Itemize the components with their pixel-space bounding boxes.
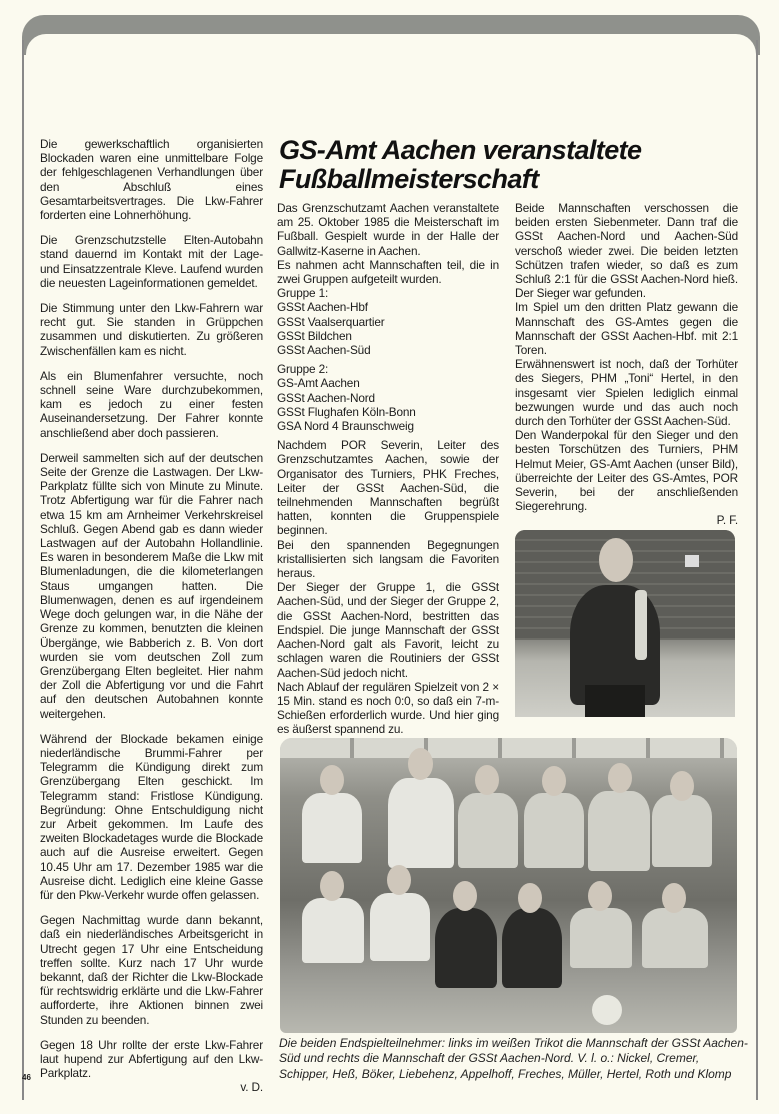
article-title (279, 136, 749, 194)
player-head (320, 765, 344, 795)
player-head (662, 883, 686, 913)
signature-row (515, 513, 738, 527)
paragraph: Während der Blockade bekamen einige niederländische Brummi-Fahrer per Telegramm die Kündigung direkt zum Grenzübergang Elten geschickt. Im Telegramm stand: Fristlose Kündigung. Begründung: Ohne Entschuldigung nicht zur Arbeit gekommen. Im Laufe des zweiten Blockadetages wurde die Blockade auch auf die Ausreise erweitert. Gegen 10.45 Uhr am 17. Dezember 1985 war die Ausreise dicht. Lediglich eine kleine Gasse für den Pkw-Verkehr wurde offen gelassen. (40, 731, 263, 902)
paragraph: Im Spiel um den dritten Platz gewann die Mannschaft des GS-Amtes gegen die Mannschaft der GSSt Aachen-Hbf. mit 2:1 Toren. (515, 300, 738, 358)
player-head (408, 748, 433, 780)
player-head (542, 766, 566, 796)
team: GSSt Bildchen (277, 328, 352, 343)
middle-column (277, 201, 499, 737)
title-line: Fußballmeisterschaft (279, 164, 539, 194)
group-1-list (277, 286, 499, 357)
player-shirt (524, 793, 584, 868)
team: GSSt Vaalserquartier (277, 314, 385, 329)
paragraph: Gegen Nachmittag wurde dann bekannt, daß ein niederländisches Arbeitsgericht in Utrecht gegen 17 Uhr eine Entscheidung treffen sollte. Kurz nach 17 Uhr wurde bekannt, daß der Richter die Lkw-Blockade für rechtswidrig erklärte und die Lkw-Fahrer aufforderte, ihre Aktionen binnen zwei Stunden zu beenden. (40, 913, 263, 1027)
right-column (515, 201, 738, 528)
trophy-winner-photo (515, 530, 735, 717)
team: GSSt Aachen-Süd (277, 343, 371, 358)
signature-row (40, 1080, 263, 1094)
paragraph: Erwähnenswert ist noch, daß der Torhüter des Siegers, PHM „Toni“ Hertel, in den insgesamt vier Spielen lediglich einmal bezwungen wurde und das auch noch durch den Torhüter der GSSt Aachen-Süd. (515, 357, 738, 429)
paragraph: Den Wanderpokal für den Sieger und den besten Torschützen des Turniers, PHM Helmut Meier, GS-Amt Aachen (unser Bild), überreichte der Leiter des GS-Amtes, POR Severin, bei der anschließenden Siegerehrung. (515, 428, 738, 514)
page-number: 46 (22, 1073, 31, 1082)
player-head (320, 871, 344, 901)
author-signature: v. D. (240, 1080, 263, 1095)
paragraph: Die Grenzschutzstelle Elten-Autobahn stand dauernd im Kontakt mit der Lage- und Einsatzzentrale Kleve. Laufend wurden die neuesten Lageinformationen gemeldet. (40, 233, 263, 290)
frame-right-border (756, 40, 758, 1100)
player-figure (435, 908, 497, 988)
player-head (518, 883, 542, 913)
paragraph: Der Sieger der Gruppe 1, die GSSt Aachen-Süd, und der Sieger der Gruppe 2, die GSSt Aachen-Nord, bestritten das Endspiel. Die junge Mannschaft der GSSt Aachen-Nord galt als Favorit, leicht zu schlagen waren die Routiniers der GSSt Aachen-Süd jedoch nicht. (277, 580, 499, 680)
team: GSSt Aachen-Hbf (277, 300, 368, 315)
paragraph: Gegen 18 Uhr rollte der erste Lkw-Fahrer laut hupend zur Abfertigung auf den Lkw-Parkplatz. (40, 1037, 263, 1081)
player-shirt (302, 898, 364, 963)
paragraph: Die gewerkschaftlich organisierten Blockaden waren eine unmittelbare Folge der fehlgeschlagenen Verhandlungen über den Abschluß eines Gesamtarbeitsvertrages. Die Lkw-Fahrer forderten eine Lohnerhöhung. (40, 137, 263, 223)
player-shirt (302, 793, 362, 863)
hall-windows (280, 738, 737, 758)
player-head (387, 865, 411, 895)
paragraph: Nachdem POR Severin, Leiter des Grenzschutzamtes Aachen, sowie der Organisator des Turniers, PHK Freches, Leiter der GSSt Aachen-Süd, die teilnehmenden Mannschaften begrüßt hatten, konnten die Gruppenspiele beginnen. (277, 438, 499, 538)
group-2-list (277, 362, 499, 433)
player-shirt (370, 893, 430, 961)
player-head (670, 771, 694, 801)
player-shirt (642, 908, 708, 968)
paragraph: Es nahmen acht Mannschaften teil, die in zwei Gruppen aufgeteilt wurden. (277, 257, 499, 287)
paragraph: Bei den spannenden Begegnungen kristallisierten sich langsam die Favoriten heraus. (277, 537, 499, 581)
player-head (475, 765, 499, 795)
title-line: GS-Amt Aachen veranstaltete (279, 135, 642, 165)
paragraph: Derweil sammelten sich auf der deutschen Seite der Grenze die Lastwagen. Der Lkw-Parkplatz füllte sich von Minute zu Minute. Trotz Abfertigung war für die Fahrer nach etwa 15 km am Arnheimer Verkehrskreisel Schluß. Gegen Abend gab es dann wieder Lastwagen auf der Autobahn Hollandlinie. Es waren in besonderem Maße die Lkw mit Blumenladungen, die die kilometerlangen Staus umgangen hatten. Die Blumenwagen, denen es auf irgendeinem Wege doch gelungen war, in die Nähe der Grenze zu kommen, benutzten die kleinen Übergänge, wie Babberich z. B. Von dort wurden sie vom deutschen Zoll zum Grenzübergang Elten begleitet. Hier nahm der Zoll die Abfertigung vor und die Fahrt auf den deutschen Autobahnen konnte weitergehen. (40, 450, 263, 721)
player-shorts (585, 685, 645, 717)
player-shirt (652, 795, 712, 867)
player-shirt (458, 793, 518, 868)
team: GS-Amt Aachen (277, 376, 360, 391)
player-head (599, 538, 633, 582)
group-label: Gruppe 1: (277, 286, 329, 301)
trophy (635, 590, 647, 660)
author-signature: P. F. (716, 513, 738, 528)
left-column (40, 137, 263, 1095)
team: GSSt Flughafen Köln-Bonn (277, 404, 416, 419)
player-head (588, 881, 612, 911)
team-photo (280, 738, 737, 1033)
paragraph: Nach Ablauf der regulären Spielzeit von 2 × 15 Min. stand es noch 0:0, so daß ein 7-m-Schießen erforderlich wurde. Und hier ging es äußerst spannend zu. (277, 679, 499, 737)
wall-sign (685, 555, 699, 567)
player-shirt (570, 908, 632, 968)
team: GSSt Aachen-Nord (277, 390, 375, 405)
paragraph: Die Stimmung unter den Lkw-Fahrern war recht gut. Sie standen in Grüppchen zusammen und diskutierten. Zu größeren Zwischenfällen kam es nicht. (40, 301, 263, 358)
player-shirt (388, 778, 454, 868)
player-head (608, 763, 632, 793)
team: GSA Nord 4 Braunschweig (277, 419, 414, 434)
player-figure (502, 908, 562, 988)
frame-left-border (22, 40, 24, 1100)
paragraph: Das Grenzschutzamt Aachen veranstaltete am 25. Oktober 1985 die Meisterschaft im Fußball. Gespielt wurde in der Halle der Gallwitz-Kaserne in Aachen. (277, 201, 499, 258)
photo-caption: Die beiden Endspielteilnehmer: links im weißen Trikot die Mannschaft der GSSt Aachen-Süd und rechts die Mannschaft der GSSt Aachen-Nord. V. l. o.: Nickel, Cremer, Schipper, Heß, Böker, Liebehenz, Appelhoff, Freches, Müller, Hertel, Roth und Klomp (279, 1036, 748, 1081)
paragraph: Als ein Blumenfahrer versuchte, noch schnell seine Ware durchzubekommen, kam es jedoch zu einer festen Auseinandersetzung. Der Fahrer konnte anschließend aber doch passieren. (40, 368, 263, 440)
player-head (453, 881, 477, 911)
paragraph: Beide Mannschaften verschossen die beiden ersten Siebenmeter. Dann traf die GSSt Aachen-Nord und Aachen-Süd verschoß wieder zwei. Die beiden letzten Schützen trafen wieder, so daß es zum Schluß 2:1 für die GSSt Aachen-Nord hieß. Der Sieger war gefunden. (515, 201, 738, 301)
player-shirt (588, 791, 650, 871)
group-label: Gruppe 2: (277, 362, 329, 377)
football (592, 995, 622, 1025)
